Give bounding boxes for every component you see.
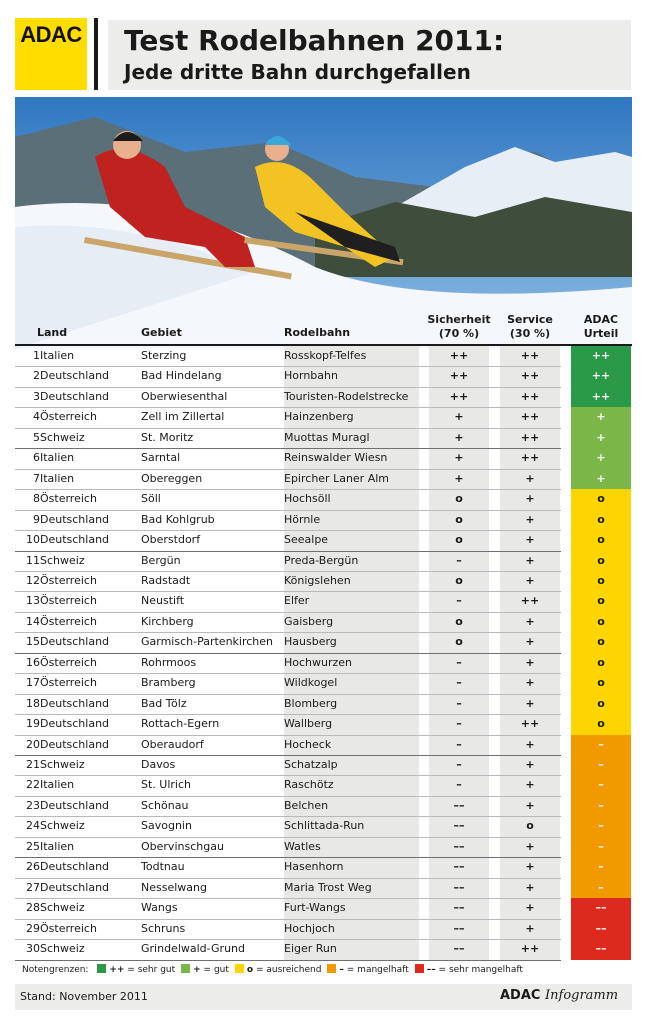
table-row xyxy=(15,407,632,427)
land-cell: Schweiz xyxy=(40,430,85,444)
gebiet-cell: Todtnau xyxy=(141,860,185,874)
header-adac: ADAC xyxy=(583,313,619,326)
rodelbahn-cell: Hochwurzen xyxy=(284,655,353,669)
logo-text: ADAC xyxy=(20,22,82,47)
legend-symbol: – xyxy=(339,965,344,975)
urteil-cell: ++ xyxy=(591,369,611,383)
rodelbahn-cell: Belchen xyxy=(284,798,329,812)
rodelbahn-cell: Rosskopf-Telfes xyxy=(284,349,367,362)
service-cell: + xyxy=(525,533,535,547)
service-cell: ++ xyxy=(520,430,540,444)
header-divider xyxy=(94,18,98,90)
service-cell: + xyxy=(525,573,535,587)
rodelbahn-cell: Hochjoch xyxy=(284,921,335,935)
rank-cell: 23 xyxy=(26,798,40,812)
service-cell: ++ xyxy=(520,369,540,383)
urteil-cell: –– xyxy=(595,901,607,915)
legend-text: = mangelhaft xyxy=(343,965,409,975)
table-row xyxy=(15,714,632,734)
rank-cell: 25 xyxy=(26,839,40,853)
legend-label: Notengrenzen: xyxy=(22,965,89,975)
header-rodelbahn: Rodelbahn xyxy=(284,326,351,339)
rodelbahn-cell: Touristen-Rodelstrecke xyxy=(284,389,409,403)
rank-cell: 1 xyxy=(33,349,40,362)
rank-cell: 15 xyxy=(26,635,40,649)
land-cell: Italien xyxy=(40,451,75,465)
table-row xyxy=(15,366,632,386)
sicherheit-cell: ++ xyxy=(449,349,469,362)
table-row xyxy=(15,551,632,571)
urteil-cell: o xyxy=(597,635,605,649)
table-row xyxy=(15,632,632,652)
sicherheit-cell: – xyxy=(456,717,462,731)
service-cell: ++ xyxy=(520,349,540,362)
table-row xyxy=(15,775,632,795)
rank-cell: 29 xyxy=(26,921,40,935)
table-row xyxy=(15,939,632,959)
rodelbahn-cell: Wildkogel xyxy=(284,676,338,690)
land-cell: Deutschland xyxy=(40,635,110,649)
footer-brand xyxy=(500,988,618,1003)
land-cell: Deutschland xyxy=(40,860,110,874)
page-title: Test Rodelbahnen 2011: xyxy=(124,24,505,57)
urteil-cell: o xyxy=(597,614,605,628)
rank-cell: 21 xyxy=(26,758,40,771)
table-row xyxy=(15,898,632,918)
urteil-cell: – xyxy=(598,839,604,853)
sicherheit-cell: + xyxy=(454,430,464,444)
gebiet-cell: Wangs xyxy=(141,901,178,915)
land-cell: Österreich xyxy=(40,921,97,935)
gebiet-cell: Sterzing xyxy=(141,349,187,362)
rodelbahn-cell: Epircher Laner Alm xyxy=(284,471,389,485)
service-cell: ++ xyxy=(520,389,540,403)
urteil-cell: o xyxy=(597,512,605,526)
legend-symbol: + xyxy=(193,965,201,975)
land-cell: Deutschland xyxy=(40,798,110,812)
adac-logo xyxy=(15,18,87,90)
urteil-cell: o xyxy=(597,553,605,567)
land-cell: Deutschland xyxy=(40,389,110,403)
sicherheit-cell: –– xyxy=(453,880,465,894)
sicherheit-cell: – xyxy=(456,696,462,710)
rank-cell: 26 xyxy=(26,860,40,874)
land-cell: Österreich xyxy=(40,655,97,669)
legend-swatch xyxy=(415,964,424,973)
sicherheit-cell: – xyxy=(456,737,462,751)
service-cell: + xyxy=(525,778,535,792)
legend-swatch xyxy=(235,964,244,973)
urteil-cell: – xyxy=(598,737,604,751)
table-row xyxy=(15,694,632,714)
table-row xyxy=(15,530,632,550)
sicherheit-cell: + xyxy=(454,451,464,465)
rank-cell: 13 xyxy=(26,594,40,608)
rodelbahn-cell: Blomberg xyxy=(284,696,338,710)
sicherheit-cell: o xyxy=(455,635,463,649)
sicherheit-cell: + xyxy=(454,410,464,424)
urteil-cell: –– xyxy=(595,942,607,956)
rank-cell: 11 xyxy=(26,553,40,567)
gebiet-cell: Grindelwald-Grund xyxy=(141,942,246,956)
rank-cell: 9 xyxy=(33,512,40,526)
gebiet-cell: Radstadt xyxy=(141,573,191,587)
table-row xyxy=(15,489,632,509)
urteil-cell: –– xyxy=(595,921,607,935)
land-cell: Italien xyxy=(40,778,75,792)
gebiet-cell: Rottach-Egern xyxy=(141,717,220,731)
rodelbahn-cell: Furt-Wangs xyxy=(284,901,346,915)
sledding-photo xyxy=(15,97,632,349)
gebiet-cell: Obereggen xyxy=(141,471,203,485)
urteil-cell: o xyxy=(597,594,605,608)
service-cell: ++ xyxy=(520,594,540,608)
gebiet-cell: Sarntal xyxy=(141,451,181,465)
rodelbahn-cell: Raschötz xyxy=(284,778,334,792)
land-cell: Österreich xyxy=(40,594,97,608)
rodelbahn-cell: Watles xyxy=(284,839,321,853)
rodelbahn-cell: Hochsöll xyxy=(284,492,331,506)
header-sicherheit-weight: (70 %) xyxy=(438,327,480,340)
gebiet-cell: Oberwiesenthal xyxy=(141,389,228,403)
rodelbahn-cell: Hasenhorn xyxy=(284,860,344,874)
urteil-cell: – xyxy=(598,819,604,833)
table-row xyxy=(15,510,632,530)
rank-cell: 27 xyxy=(26,880,40,894)
rodelbahn-cell: Preda-Bergün xyxy=(284,553,359,567)
sicherheit-cell: –– xyxy=(453,942,465,956)
sicherheit-cell: –– xyxy=(453,860,465,874)
rank-cell: 3 xyxy=(33,389,40,403)
sicherheit-cell: o xyxy=(455,533,463,547)
sicherheit-cell: o xyxy=(455,492,463,506)
rank-cell: 22 xyxy=(26,778,40,792)
sicherheit-cell: –– xyxy=(453,921,465,935)
footer-brand-sub: Infogramm xyxy=(545,988,619,1003)
service-cell: + xyxy=(525,614,535,628)
sicherheit-cell: ++ xyxy=(449,369,469,383)
urteil-cell: o xyxy=(597,492,605,506)
rodelbahn-cell: Hausberg xyxy=(284,635,337,649)
sicherheit-cell: o xyxy=(455,614,463,628)
rank-cell: 14 xyxy=(26,614,40,628)
sicherheit-cell: – xyxy=(456,594,462,608)
table-row xyxy=(15,448,632,468)
land-cell: Schweiz xyxy=(40,819,85,833)
legend-symbol: ++ xyxy=(109,965,125,975)
gebiet-cell: Bad Hindelang xyxy=(141,369,222,383)
legend xyxy=(22,964,523,975)
land-cell: Deutschland xyxy=(40,512,110,526)
sicherheit-cell: – xyxy=(456,553,462,567)
land-cell: Österreich xyxy=(40,676,97,690)
gebiet-cell: St. Ulrich xyxy=(141,778,191,792)
rank-cell: 5 xyxy=(33,430,40,444)
service-cell: + xyxy=(525,553,535,567)
sicherheit-cell: o xyxy=(455,573,463,587)
land-cell: Schweiz xyxy=(40,942,85,956)
service-cell: ++ xyxy=(520,451,540,465)
land-cell: Deutschland xyxy=(40,717,110,731)
rank-cell: 19 xyxy=(26,717,40,731)
land-cell: Italien xyxy=(40,839,75,853)
gebiet-cell: Rohrmoos xyxy=(141,655,197,669)
legend-text: = sehr gut xyxy=(124,965,176,975)
table-row xyxy=(15,755,632,775)
table-row xyxy=(15,796,632,816)
urteil-cell: ++ xyxy=(591,349,611,362)
land-cell: Österreich xyxy=(40,410,97,424)
table-row xyxy=(15,387,632,407)
sicherheit-cell: – xyxy=(456,758,462,771)
legend-text: = sehr mangelhaft xyxy=(435,965,523,975)
rodelbahn-cell: Seealpe xyxy=(284,533,329,547)
legend-text: = gut xyxy=(200,965,229,975)
urteil-cell: – xyxy=(598,860,604,874)
rodelbahn-cell: Schlittada-Run xyxy=(284,819,365,833)
legend-symbol: –– xyxy=(426,965,436,975)
legend-symbol: o xyxy=(246,965,254,975)
footer-brand-adac: ADAC xyxy=(500,988,541,1003)
gebiet-cell: Neustift xyxy=(141,594,185,608)
gebiet-cell: St. Moritz xyxy=(141,430,194,444)
service-cell: + xyxy=(525,696,535,710)
gebiet-cell: Bad Kohlgrub xyxy=(141,512,215,526)
header-land: Land xyxy=(37,326,68,339)
rodelbahn-cell: Elfer xyxy=(284,594,310,608)
land-cell: Deutschland xyxy=(40,369,110,383)
table-row xyxy=(15,591,632,611)
urteil-cell: + xyxy=(596,410,606,424)
gebiet-cell: Garmisch-Partenkirchen xyxy=(141,635,274,649)
sicherheit-cell: ++ xyxy=(449,389,469,403)
service-cell: + xyxy=(525,758,535,771)
urteil-cell: o xyxy=(597,676,605,690)
table-row xyxy=(15,816,632,836)
urteil-cell: – xyxy=(598,778,604,792)
service-cell: + xyxy=(525,512,535,526)
header-service: Service xyxy=(507,313,553,326)
gebiet-cell: Bergün xyxy=(141,553,181,567)
rank-cell: 24 xyxy=(26,819,40,833)
service-cell: + xyxy=(525,737,535,751)
service-cell: + xyxy=(525,860,535,874)
land-cell: Deutschland xyxy=(40,696,110,710)
land-cell: Schweiz xyxy=(40,901,85,915)
gebiet-cell: Bad Tölz xyxy=(141,696,187,710)
sicherheit-cell: –– xyxy=(453,901,465,915)
table-row xyxy=(15,673,632,693)
gebiet-cell: Schönau xyxy=(141,798,189,812)
urteil-cell: o xyxy=(597,717,605,731)
footer-date: Stand: November 2011 xyxy=(20,990,148,1003)
gebiet-cell: Oberstdorf xyxy=(141,533,201,547)
land-cell: Schweiz xyxy=(40,758,85,771)
table-row xyxy=(15,919,632,939)
rodelbahn-cell: Eiger Run xyxy=(284,942,337,956)
rank-cell: 4 xyxy=(33,410,40,424)
gebiet-cell: Nesselwang xyxy=(141,880,207,894)
table-row xyxy=(15,878,632,898)
table-row xyxy=(15,428,632,448)
legend-swatch xyxy=(97,964,106,973)
service-cell: + xyxy=(525,655,535,669)
urteil-cell: – xyxy=(598,798,604,812)
urteil-cell: o xyxy=(597,533,605,547)
service-cell: ++ xyxy=(520,410,540,424)
gebiet-cell: Söll xyxy=(141,492,161,506)
sicherheit-cell: – xyxy=(456,676,462,690)
sicherheit-cell: –– xyxy=(453,798,465,812)
sicherheit-cell: –– xyxy=(453,839,465,853)
urteil-cell: o xyxy=(597,696,605,710)
service-cell: + xyxy=(525,839,535,853)
urteil-cell: + xyxy=(596,471,606,485)
rank-cell: 28 xyxy=(26,901,40,915)
service-cell: + xyxy=(525,676,535,690)
gebiet-cell: Oberaudorf xyxy=(141,737,204,751)
rodelbahn-cell: Reinswalder Wiesn xyxy=(284,451,388,465)
header-service-weight: (30 %) xyxy=(509,327,551,340)
rank-cell: 2 xyxy=(33,369,40,383)
urteil-cell: + xyxy=(596,430,606,444)
rodelbahn-cell: Königslehen xyxy=(284,573,351,587)
service-cell: + xyxy=(525,921,535,935)
gebiet-cell: Kirchberg xyxy=(141,614,194,628)
rodelbahn-cell: Muottas Muragl xyxy=(284,430,370,444)
rodelbahn-cell: Schatzalp xyxy=(284,758,338,771)
gebiet-cell: Davos xyxy=(141,758,176,771)
urteil-cell: ++ xyxy=(591,389,611,403)
rank-cell: 7 xyxy=(33,471,40,485)
land-cell: Deutschland xyxy=(40,737,110,751)
table-row xyxy=(15,469,632,489)
land-cell: Italien xyxy=(40,471,75,485)
rodelbahn-cell: Hocheck xyxy=(284,737,332,751)
gebiet-cell: Schruns xyxy=(141,921,186,935)
rodelbahn-cell: Hainzenberg xyxy=(284,410,354,424)
land-cell: Deutschland xyxy=(40,533,110,547)
sicherheit-cell: o xyxy=(455,512,463,526)
urteil-cell: o xyxy=(597,655,605,669)
service-cell: + xyxy=(525,880,535,894)
service-cell: + xyxy=(525,798,535,812)
table-row xyxy=(15,837,632,857)
sicherheit-cell: – xyxy=(456,655,462,669)
urteil-cell: o xyxy=(597,573,605,587)
urteil-cell: + xyxy=(596,451,606,465)
service-cell: + xyxy=(525,471,535,485)
table-row xyxy=(15,612,632,632)
legend-text: = ausreichend xyxy=(253,965,322,975)
service-cell: + xyxy=(525,635,535,649)
land-cell: Österreich xyxy=(40,492,97,506)
gebiet-cell: Bramberg xyxy=(141,676,196,690)
rank-cell: 17 xyxy=(26,676,40,690)
rodelbahn-cell: Gaisberg xyxy=(284,614,334,628)
land-cell: Schweiz xyxy=(40,553,85,567)
table-row xyxy=(15,653,632,673)
rank-cell: 18 xyxy=(26,696,40,710)
group-separator xyxy=(15,960,561,961)
land-cell: Deutschland xyxy=(40,880,110,894)
gebiet-cell: Savognin xyxy=(141,819,192,833)
table-row xyxy=(15,571,632,591)
sicherheit-cell: –– xyxy=(453,819,465,833)
table-row xyxy=(15,857,632,877)
gebiet-cell: Zell im Zillertal xyxy=(141,410,225,424)
sicherheit-cell: + xyxy=(454,471,464,485)
urteil-cell: – xyxy=(598,880,604,894)
service-cell: o xyxy=(526,819,534,833)
rank-cell: 6 xyxy=(33,451,40,465)
service-cell: ++ xyxy=(520,942,540,956)
rank-cell: 10 xyxy=(26,533,40,547)
rodelbahn-cell: Hörnle xyxy=(284,512,321,526)
rank-cell: 8 xyxy=(33,492,40,506)
header-sicherheit: Sicherheit xyxy=(427,313,491,326)
service-cell: + xyxy=(525,901,535,915)
service-cell: ++ xyxy=(520,717,540,731)
gebiet-cell: Obervinschgau xyxy=(141,839,224,853)
land-cell: Italien xyxy=(40,349,75,362)
legend-swatch xyxy=(327,964,336,973)
service-cell: + xyxy=(525,492,535,506)
rodelbahn-cell: Hornbahn xyxy=(284,369,338,383)
sicherheit-cell: – xyxy=(456,778,462,792)
rank-cell: 30 xyxy=(26,942,40,956)
table-row xyxy=(15,346,632,366)
rank-cell: 12 xyxy=(26,573,40,587)
page-subtitle: Jede dritte Bahn durchgefallen xyxy=(124,60,471,84)
rodelbahn-cell: Wallberg xyxy=(284,717,333,731)
urteil-cell: – xyxy=(598,758,604,771)
rank-cell: 20 xyxy=(26,737,40,751)
land-cell: Österreich xyxy=(40,614,97,628)
rank-cell: 16 xyxy=(26,655,40,669)
header-gebiet: Gebiet xyxy=(141,326,182,339)
table-row xyxy=(15,735,632,755)
land-cell: Österreich xyxy=(40,573,97,587)
legend-swatch xyxy=(181,964,190,973)
header-urteil: Urteil xyxy=(583,327,619,340)
rodelbahn-cell: Maria Trost Weg xyxy=(284,880,372,894)
